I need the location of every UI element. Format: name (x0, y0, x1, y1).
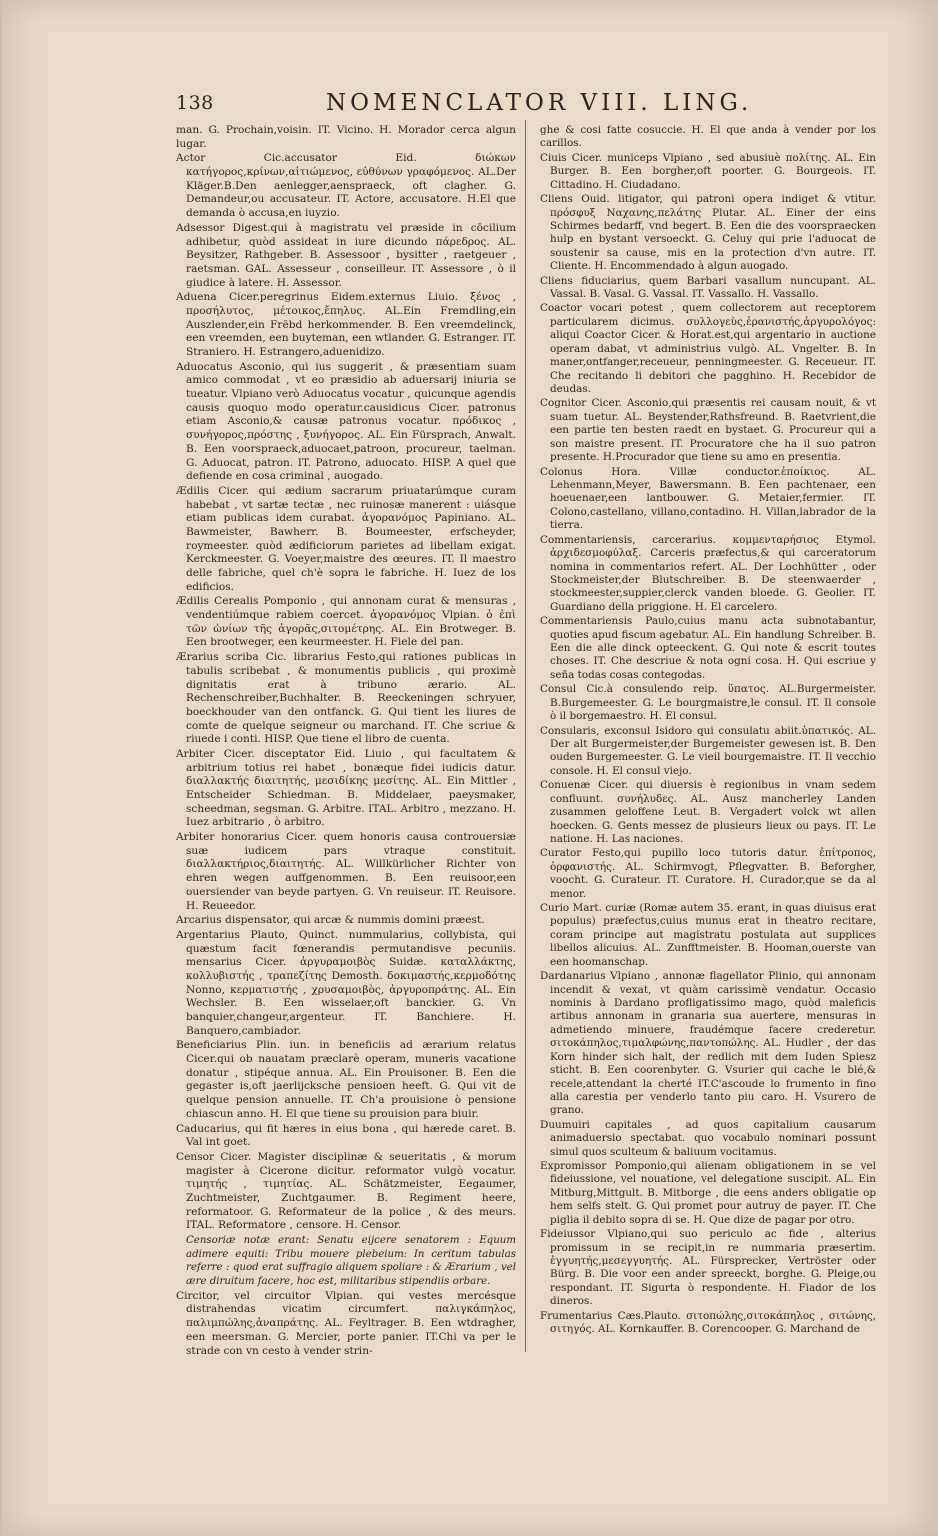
page-left-edge (0, 0, 2, 1536)
dictionary-entry: Fideiussor Vlpiano,qui suo periculo ac fide , alterius promissum in se recipit,in re nummaria præsertim. ἐγγυητής,μεσεγγυητής. AL. Fürsprecker, Vertröster oder Bürg. B. Die voor een ander spreeckt, borghe. G. Pleige,ou respondant. IT. Sigurta ò respondente. H. Fiador de los dineros. (540, 1228, 876, 1308)
dictionary-entry: Arbiter honorarius Cicer. quem honoris causa controuersiæ suæ iudicem pars vtraque constituit. διαλλακτήριος,διαιτητής. AL. Willkürlicher Richter von ehren wegen auffgenommen. B. Een reuisoor,een ouersiender van beyde partyen. G. Vn reuiseur. IT. Reuisore. H. Reueedor. (176, 831, 516, 912)
dictionary-entry: Conuenæ Cicer. qui diuersis è regionibus in vnam sedem confluunt. συνήλυδες. AL. Ausz mancherley Landen zusammen geloffene Leut. B. Vergadert volck wt allen hoecken. G. Gents messez de plusieurs lieux ou pays. IT. Le natione. H. Las naciones. (540, 779, 876, 845)
dictionary-entry: Cognitor Cicer. Asconio,qui præsentis rei causam nouit, & vt suam tuetur. AL. Beystender,Rathsfreund. B. Raetvrient,die een partie ten besten raedt en bystaet. G. Procureur qui a son maistre present. IT. Procuratore che ha il suo patron presente. H.Procurador que tiene su amo en presentia. (540, 397, 876, 464)
dictionary-entry: Censor Cicer. Magister disciplinæ & seueritatis , & morum magister à Cicerone dicitur. reformator vulgò vocatur. τιμητής , τιμητίας. AL. Schätzmeister, Eegaumer, Zuchtmeister, Zuchtgaumer. B. Regiment heere, reformatoor. G. Reformateur de la police , & des meurs. ITAL. Reformatore , censore. H. Censor. (176, 1150, 516, 1232)
dictionary-entry: Aduocatus Asconio, qui ius suggerit , & præsentiam suam amico commodat , vt eo præsidio ab aduersarij iniuria se tueatur. Vlpiano verò Aduocatus vocatur , quicunque agendis causis quoquo modo operatur.causidicus Cicer. patronus etiam Asconio,& causæ patronus vocatur. πρόδικος , συνήγορος,πρόστης , ξυνήγορος. AL. Ein Fürsprach, Anwalt. B. Een voorspraeck,aduocaet,patroon, procureur, taelman. G. Aduocat, patron. IT. Patrono, aduocato. HISP. A quel que defiende en cosa criminal , auogado. (176, 360, 516, 483)
dictionary-entry: Ærarius scriba Cic. librarius Festo,qui rationes publicas in tabulis scribebat , & monumentis publicis , qui proximè dignitatis erat à tribuno ærario. AL. Rechenschreiber,Buchhalter. B. Reeckeningen schryuer, boeckhouder van den ontfanck. G. Qui tient les liures de comte de quelque seigneur ou marchand. IT. Che scriue & riuede i conti. HISP. Que tiene el libro de cuenta. (176, 651, 516, 746)
dictionary-entry: man. G. Prochain,voisin. IT. Vicino. H. Morador cerca algun lugar. (176, 124, 516, 150)
dictionary-note: Censoriæ notæ erant: Senatu eijcere senatorem : Equum adimere equiti: Tribu mouere plebeium: In ceritum tabulas referre : quod erat suffragio aliquem spoliare : & Ærarium , vel ære diruitum facere, hoc est, militaribus stipendiis orbare. (186, 1235, 516, 1288)
dictionary-entry: Ædilis Cicer. qui ædium sacrarum priuatarúmque curam habebat , vt sartæ tectæ , nec ruinosæ manerent : uiásque etiam publicas idem curabat. ἀγορανόμος Papiniano. AL. Bawmeister, Bawherr. B. Boumeester, erfscheyder, roymeester. quòd ædificiorum parietes ad libellam exigat. Kerckmeester. G. Voeyer,maistre des œeures. IT. Il maestro delle fabriche, quel ch'è sopra le fabriche. H. Iuez de los edificios. (176, 484, 516, 593)
dictionary-entry: Frumentarius Cæs.Plauto. σιτοπώλης,σιτοκάπηλος , σιτώνης, σιτηγός. AL. Kornkauffer. B. Corencooper. G. Marchand de (540, 1309, 876, 1336)
dictionary-entry: Caducarius, qui fit hæres in eius bona , qui hærede caret. B. Val int goet. (176, 1122, 516, 1149)
dictionary-entry: Colonus Hora. Villæ conductor.ἐποίκιος. AL. Lehenmann,Meyer, Bawersmann. B. Een pachtenaer, een hoeuenaer,een lantbouwer. G. Metaier,fermier. IT. Colono,castellano, villano,contadino. H. Villan,labrador de la tierra. (540, 465, 876, 532)
dictionary-entry: Duumuiri capitales , ad quos capitalium causarum animaduersio spectabat. quo vocabulo nominari possunt simul quos sculteum & baliuum vocitamus. (540, 1118, 876, 1158)
dictionary-entry: Dardanarius Vlpiano , annonæ flagellator Plinio, qui annonam incendit & vexat, vt quàm carissimè vendatur. Occasio nominis à Dardano profligatissimo mago, quòd maleficis artibus annonam in granaria sua auertere, mensuras in admetiendo minuere, fraudémque facere crederetur. σιτοκάπηλος,τιμαλφώνης,παντοπώλης. AL. Hudler , der das Korn hinder sich halt, der redlich mit dem Iuden Spiesz sticht. B. Een coorenbyter. G. Vsurier qui cache le blé,& recele,attendant la cherté IT.C'ascoude lo frumento in fino alla carestia per venderlo tanto piu caro. H. Vsurero de grano. (540, 970, 876, 1117)
dictionary-entry: Adsessor Digest.qui à magistratu vel præside in cōcilium adhibetur, quòd assideat in iure dicundo πάρεδρος. AL. Beysitzer, Rathgeber. B. Assessoor , bysitter , raetgeuer , raetsman. GAL. Assesseur , conseilleur. IT. Assessore , ò il giudice à latere. H. Assessor. (176, 221, 516, 289)
dictionary-entry: Consularis, exconsul Isidoro qui consulatu abiit.ὑπατικός. AL. Der alt Burgermeister,der Burgemeister gewesen ist. B. Den ouden Burgemeester. G. Le vieil bourgemaistre. IT. Il vecchio console. H. El consul viejo. (540, 724, 876, 777)
dictionary-entry: Argentarius Plauto, Quinct. nummularius, collybista, qui quæstum facit fœnerandis permutandisve pecuniis. mensarius Cicer. ἀργυραμοιβὸς Suidæ. καταλλάκτης, κολλυβιστής , τραπεζίτης Demosth. δοκιμαστής,κερμοδότης Nonno, κερματιστής , χρυσαμοιβὸς, ἀργυροπράτης. AL. Ein Wechsler. B. Een wisselaer,oft banckier. G. Vn banquier,changeur,argenteur. IT. Banchiere. H. Banquero,cambiador. (176, 928, 516, 1037)
dictionary-entry: Ædilis Cerealis Pomponio , qui annonam curat & mensuras , vendentiúmque rabiem coercet. ἀγορανόμος Vlpian. ὁ ἐπὶ τῶν ὠνίων τῆς ἀγορᾶς,σιτομέτρης. AL. Ein Brotweger. B. Een brootweger, een keurmeester. H. Fiele del pan. (176, 595, 516, 649)
dictionary-entry: Arbiter Cicer. disceptator Eid. Liuio , qui facultatem & arbitrium totius rei habet , bonæque fidei iudicis datur. διαλλακτής διαιτητής, μεσιδίκης μεσίτης. AL. Ein Mittler , Entscheider Schiedman. B. Middelaer, paeysmaker, scheedman, segsman. G. Arbitre. ITAL. Arbitro , mezzano. H. Iuez arbitrario , ò arbitro. (176, 747, 516, 829)
page-number: 138 (176, 92, 214, 114)
dictionary-entry: Ciuis Cicer. municeps Vlpiano , sed abusiuè πολίτης. AL. Ein Burger. B. Een borgher,oft poorter. G. Bourgeois. IT. Cittadino. H. Ciudadano. (540, 151, 876, 191)
dictionary-entry: Actor Cic.accusator Eid. διώκων κατήγορος,κρίνων,αἰτιώμενος, εὐθύνων γραφόμενος. AL.Der Kläger.B.Den aenlegger,aensprаeck, oft clagher. G. Demandeur,ou accusateur. IT. Actore, accusatore. H.El que demanda ò accusa,en iuyzio. (176, 152, 516, 220)
dictionary-entry: Arcarius dispensator, qui arcæ & nummis domini præest. (176, 914, 485, 927)
dictionary-entry: ghe & cosi fatte cosuccie. H. El que anda à vender por los carillos. (540, 124, 876, 150)
dictionary-entry: Coactor vocari potest , quem collectorem aut receptorem particularem dicimus. συλλογεὺς,ἐρανιστής,ἀργυρολόγος: aliqui Coactor Cicer. & Horat.est,qui argentario in auctione operam dabat, vt administrius vulgò. AL. Vngelter. B. In maner,ontfanger,receueur, penningmeester. G. Receueur. IT. Che recitando li debitori che pagghino. H. Recebidor de deudas. (540, 302, 876, 396)
dictionary-entry: Expromissor Pomponio,qui alienam obligationem in se vel fideiussione, vel nouatione, vel delegatione suscipit. AL. Ein Mitburg,Mittgult. B. Mitborge , die eens anders obligatie op hem selfs stelt. G. Qui promet pour autruy de payer. IT. Che piglia il debito sopra di se. H. Que dize de pagar por otro. (540, 1160, 876, 1226)
dictionary-entry: Commentariensis Paulo,cuius manu acta subnotabantur, quoties apud fiscum agebatur. AL. Ein handlung Schreiber. B. Een die alle dinck opteeckent. G. Qui note & escrit toutes choses. IT. Che descriue & nota ogni cosa. H. Qui escriue y seña todas cosas contegodas. (540, 615, 876, 681)
dictionary-entry: Commentariensis, carcerarius. κομμενταρήσιος Etymol. ἀρχιδεσμοφύλαξ. Carceris præfectus,& qui carceratorum nomina in commentarios refert. AL. Der Lochhütter , oder Stockmeister,der Blutschreiber. B. De steenwaerder , stockmeester,suppier,clerck vanden bloede. G. Geolier. IT. Guardiano della priggione. H. El carcelero. (540, 533, 876, 613)
dictionary-entry: Aduena Cicer.peregrinus Eidem.externus Liuio. ξένος , προσήλυτος, μέτοικος,ἔπηλυς. AL.Ein Fremdling,ein Auszlender,ein Frēbd herkommender. B. Een vreemdelinck, een vreemden, een buyteman, een wtlander. G. Estranger. IT. Straniero. H. Estrangero,aduenidizo. (176, 291, 516, 358)
dictionary-entry: Consul Cic.à consulendo reip. ὕπατος. AL.Burgermeister. B.Burgemeester. G. Le bourgmaistre,le consul. IT. Il console ò il borgemaestro. H. El consul. (540, 683, 876, 723)
dictionary-entry: Beneficiarius Plin. iun. in beneficiis ad ærarium relatus Cicer.qui ob nauatam præclarè operam, muneris vacatione donatur , stipéque annua. AL. Ein Prouisoner. B. Een die gegaster is,oft jaerlijcksche pensioen heeft. G. Qui vit de quelque pension annuelle. IT. Ch'a prouisione ò pensione chiascun anno. H. El que tiene su prouision para biuir. (176, 1039, 516, 1120)
page-header (176, 90, 876, 118)
right-column (540, 124, 876, 1338)
left-column (176, 124, 516, 1359)
dictionary-entry: Cliens fiduciarius, quem Barbari vasallum nuncupant. AL. Vassal. B. Vasal. G. Vassal. IT. Vassallo. H. Vassallo. (540, 274, 876, 301)
dictionary-entry: Circitor, vel circuitor Vlpian. qui vestes mercésque distrahendas vicatim circumfert. παλιγκάπηλος, παλιμπώλης,ἀναπράτης. AL. Feyltrager. B. Een wtdragher, een meersman. G. Mercier, porte panier. IT.Chi va per le strade con vn cesto à vender strin- (176, 1289, 516, 1357)
dictionary-entry: Cliens Ouid. litigator, qui patroni opera indiget & vtitur. πρόσφυξ Ναχανης,πελάτης Plutar. AL. Einer der eins Schirmes bedarff, vnd begert. B. Een die des voorspraecken hulp en bystant versoeckt. G. Celuy qui prie l'aduocat de soustenir sa cause, mis en la protection d'vn autre. IT. Cliente. H. Encommendado à algun auogado. (540, 193, 876, 273)
dictionary-entry: Curio Mart. curiæ (Romæ autem 35. erant, in quas diuisus erat populus) præfectus,cuius munus erat in theatro recitare, coram principe aut magistratu postulata aut supplices libellos alicuius. AL. Zunfftmeister. B. Hooman,ouerste van een hoomanschap. (540, 902, 876, 968)
dictionary-entry: Curator Festo,qui pupillo loco tutoris datur. ἐπίτροπος, ὀρφανιστής. AL. Schirmvogt, Pflegvatter. B. Beforgher, voocht. G. Curateur. IT. Curatore. H. Curador,que se da al menor. (540, 847, 876, 900)
running-title: NOMENCLATOR VIII. LING. (326, 90, 753, 116)
column-divider (525, 120, 526, 1352)
